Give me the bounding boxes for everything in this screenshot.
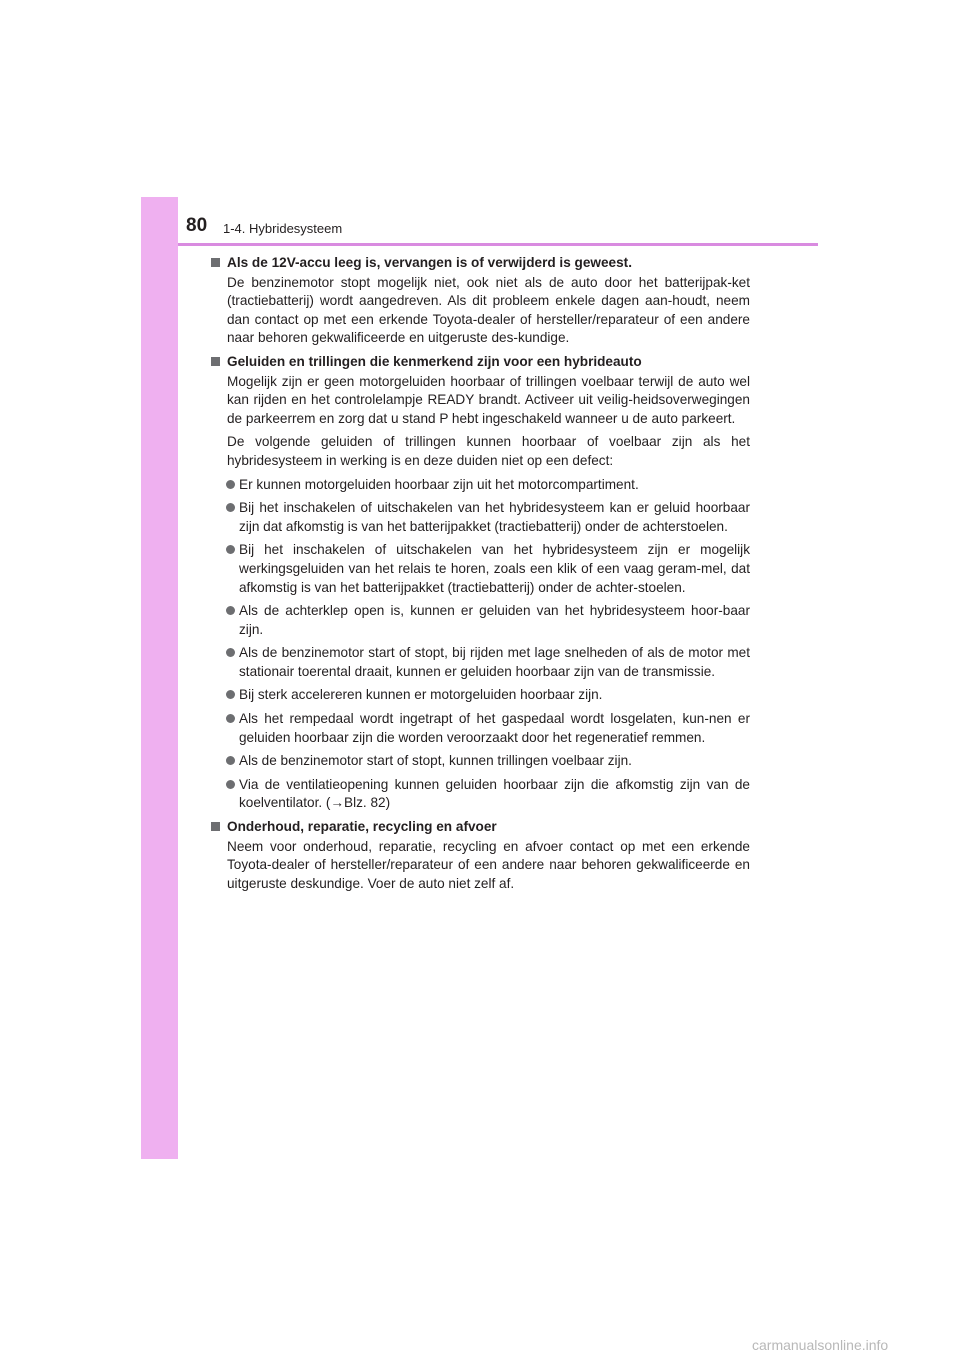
section-heading: Als de 12V-accu leeg is, vervangen is of verwijderd is geweest. bbox=[210, 254, 750, 273]
section-heading: Geluiden en trillingen die kenmerkend zijn voor een hybrideauto bbox=[210, 353, 750, 372]
round-bullet-icon bbox=[226, 503, 235, 512]
section-sounds-vibrations bbox=[210, 353, 750, 813]
side-color-band bbox=[141, 197, 178, 1159]
list-item: Als de benzinemotor start of stopt, kunnen trillingen voelbaar zijn. bbox=[210, 752, 750, 771]
list-item: Als het rempedaal wordt ingetrapt of het gaspedaal wordt losgelaten, kun-nen er geluiden hoorbaar zijn die worden veroorzaakt door het regeneratief remmen. bbox=[210, 710, 750, 747]
round-bullet-icon bbox=[226, 648, 235, 657]
square-bullet-icon bbox=[211, 357, 220, 366]
square-bullet-icon bbox=[211, 822, 220, 831]
square-bullet-icon bbox=[211, 258, 220, 267]
page-number: 80 bbox=[186, 215, 208, 236]
site-watermark: carmanualsonline.info bbox=[752, 1337, 889, 1353]
section-12v-battery bbox=[210, 254, 750, 348]
header-rule bbox=[178, 243, 818, 246]
section-heading: Onderhoud, reparatie, recycling en afvoer bbox=[210, 818, 750, 837]
list-item: Als de benzinemotor start of stopt, bij rijden met lage snelheden of als de motor met stationair toerental draait, kunnen er geluiden hoorbaar zijn van de transmissie. bbox=[210, 644, 750, 681]
list-item: Bij sterk accelereren kunnen er motorgeluiden hoorbaar zijn. bbox=[210, 686, 750, 705]
round-bullet-icon bbox=[226, 714, 235, 723]
round-bullet-icon bbox=[226, 480, 235, 489]
page-content bbox=[210, 254, 750, 898]
list-item: Er kunnen motorgeluiden hoorbaar zijn uit het motorcompartiment. bbox=[210, 476, 750, 495]
list-item: Bij het inschakelen of uitschakelen van het hybridesysteem kan er geluid hoorbaar zijn dat afkomstig is van het batterijpakket (tractiebatterij) onder de achterstoelen. bbox=[210, 499, 750, 536]
round-bullet-icon bbox=[226, 756, 235, 765]
round-bullet-icon bbox=[226, 545, 235, 554]
paragraph: Mogelijk zijn er geen motorgeluiden hoorbaar of trillingen voelbaar terwijl de auto wel kan rijden en het controlelampje READY brandt. Activeer uit veilig-heidsoverwegingen de parkeerrem en zorg dat u stand P hebt ingeschakeld wanneer u de auto parkeert. bbox=[227, 373, 750, 426]
round-bullet-icon bbox=[226, 780, 235, 789]
section-maintenance-recycling bbox=[210, 818, 750, 893]
list-item: Bij het inschakelen of uitschakelen van het hybridesysteem zijn er mogelijk werkingsgeluiden van het relais te horen, zoals een klik of een vaag geram-mel, dat afkomstig is van het batterijpakket (tractiebatterij) onder de achter-stoelen. bbox=[210, 541, 750, 597]
round-bullet-icon bbox=[226, 606, 235, 615]
paragraph: Neem voor onderhoud, reparatie, recycling en afvoer contact op met een erkende Toyota-dealer of hersteller/reparateur of een andere naar behoren gekwalificeerde en uitgeruste deskundige. Voer de auto niet zelf af. bbox=[227, 838, 750, 891]
chapter-title: 1-4. Hybridesysteem bbox=[223, 221, 343, 236]
list-item: Via de ventilatieopening kunnen geluiden hoorbaar zijn die afkomstig zijn van de koelventilator. (→Blz. 82) bbox=[210, 776, 750, 813]
round-bullet-icon bbox=[226, 690, 235, 699]
paragraph: De benzinemotor stopt mogelijk niet, ook niet als de auto door het batterijpak-ket (tractiebatterij) wordt aangedreven. Als dit probleem enkele dagen aan-houdt, neem dan contact op met een erkende Toyota-dealer of hersteller/reparateur of een andere naar behoren gekwalificeerde en uitgeruste des-kundige. bbox=[227, 274, 750, 346]
list-item: Als de achterklep open is, kunnen er geluiden van het hybridesysteem hoor-baar zijn. bbox=[210, 602, 750, 639]
paragraph: De volgende geluiden of trillingen kunnen hoorbaar of voelbaar zijn als het hybridesysteem in werking is en deze duiden niet op een defect: bbox=[227, 434, 750, 468]
